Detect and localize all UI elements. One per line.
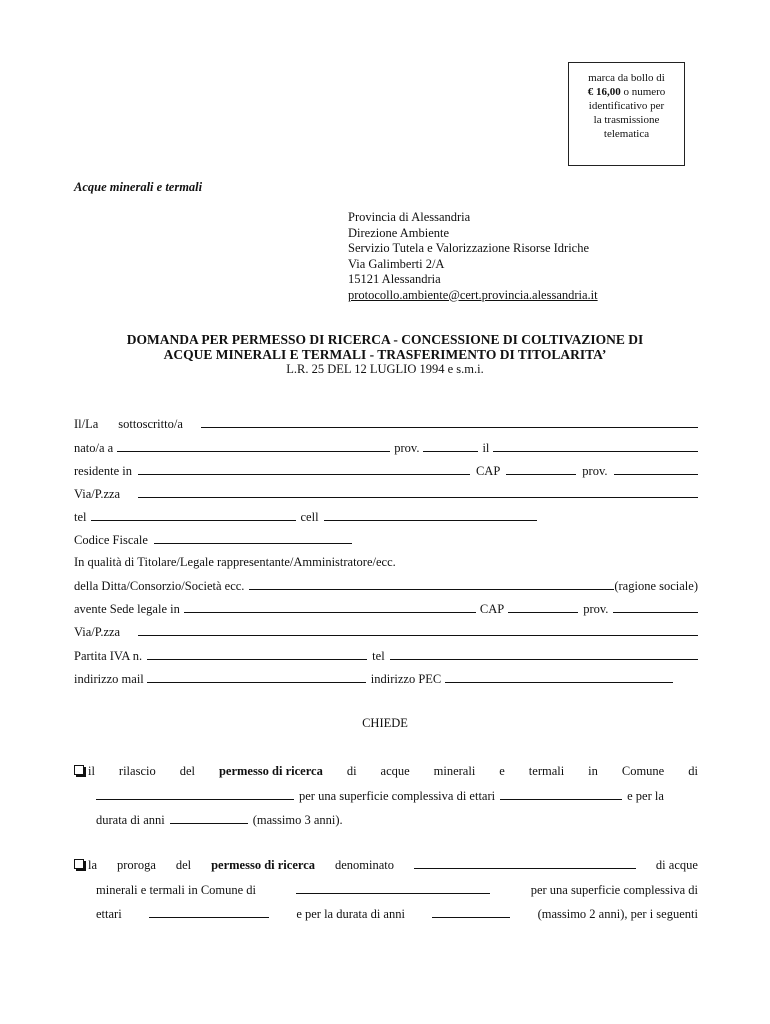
option1-word: di bbox=[346, 764, 357, 778]
option1-word: acque bbox=[380, 764, 410, 778]
tax-code-field[interactable] bbox=[154, 532, 352, 544]
label-prov: prov. bbox=[394, 441, 420, 455]
option1-ettari-field[interactable] bbox=[500, 788, 622, 800]
law-reference: L.R. 25 DEL 12 LUGLIO 1994 e s.m.i. bbox=[286, 362, 484, 376]
label-cap: CAP bbox=[475, 464, 501, 478]
name-field[interactable] bbox=[201, 416, 698, 428]
vat-field[interactable] bbox=[147, 648, 367, 660]
addressee-line: 15121 Alessandria bbox=[348, 272, 441, 286]
label-via: Via/P.zza bbox=[74, 625, 121, 639]
label-tel: tel bbox=[74, 510, 87, 524]
option1-permesso: permesso di ricerca bbox=[218, 764, 323, 778]
row-vat bbox=[74, 648, 698, 664]
option1-word: del bbox=[179, 764, 195, 778]
option2-comune-field[interactable] bbox=[296, 882, 490, 894]
stamp-line: o numero bbox=[620, 86, 666, 98]
document-title: DOMANDA PER PERMESSO DI RICERCA - CONCESSIONE DI COLTIVAZIONE DI bbox=[126, 332, 644, 347]
option2-word: di acque bbox=[655, 858, 698, 872]
row-signatory bbox=[74, 416, 698, 432]
option1-comune-field[interactable] bbox=[96, 788, 294, 800]
row-role bbox=[74, 555, 698, 570]
stamp-line: telematica bbox=[603, 128, 650, 140]
option1-word: rilascio bbox=[118, 764, 156, 778]
label-ditta: della Ditta/Consorzio/Società ecc. bbox=[74, 579, 245, 593]
option1-word: di bbox=[688, 764, 698, 778]
addressee-block bbox=[348, 210, 598, 303]
pec-field[interactable] bbox=[445, 671, 673, 683]
option1-anni-field[interactable] bbox=[170, 812, 248, 824]
option2-text: ettari bbox=[96, 907, 122, 921]
label-pec: indirizzo PEC bbox=[370, 672, 442, 686]
option2-text: per una superficie complessiva di bbox=[530, 883, 698, 897]
residence-field[interactable] bbox=[138, 463, 470, 475]
option2-name-field[interactable] bbox=[414, 857, 636, 869]
option1-text: (massimo 3 anni). bbox=[252, 813, 343, 827]
row-office-street bbox=[74, 624, 698, 640]
option1-text: per una superficie complessiva di ettari bbox=[299, 789, 496, 803]
label-partita-iva: Partita IVA n. bbox=[74, 649, 143, 663]
option1-text: durata di anni bbox=[96, 813, 165, 827]
row-street bbox=[74, 486, 698, 502]
addressee-line: Servizio Tutela e Valorizzazione Risorse Idriche bbox=[348, 241, 590, 255]
label-prov: prov. bbox=[583, 602, 609, 616]
addressee-line: Provincia di Alessandria bbox=[348, 210, 471, 224]
mobile-field[interactable] bbox=[324, 509, 537, 521]
document-title-line2: ACQUE MINERALI E TERMALI - TRASFERIMENTO DI TITOLARITA’ bbox=[163, 347, 607, 362]
option2-permesso: permesso di ricerca bbox=[211, 858, 315, 872]
row-birth bbox=[74, 440, 698, 456]
birthplace-field[interactable] bbox=[117, 440, 390, 452]
request-heading: CHIEDE bbox=[362, 716, 408, 730]
email-field[interactable] bbox=[147, 671, 366, 683]
option2-word: la bbox=[88, 858, 98, 872]
option1-word: Comune bbox=[621, 764, 665, 778]
label-residente: residente in bbox=[74, 464, 132, 478]
label-il-la: Il/La bbox=[74, 417, 99, 431]
option1-text: e per la bbox=[627, 789, 664, 803]
option2-text: minerali e termali in Comune di bbox=[96, 883, 257, 897]
label-codice-fiscale: Codice Fiscale bbox=[74, 533, 148, 547]
label-ragione-sociale: (ragione sociale) bbox=[614, 579, 698, 593]
option2-text: e per la durata di anni bbox=[296, 907, 405, 921]
company-phone-field[interactable] bbox=[390, 648, 698, 660]
residence-province-field[interactable] bbox=[614, 463, 698, 475]
option2-word: proroga bbox=[117, 858, 156, 872]
row-company bbox=[74, 578, 698, 594]
option1-word: termali bbox=[528, 764, 565, 778]
option2-text: (massimo 2 anni), per i seguenti bbox=[537, 907, 698, 921]
row-phone bbox=[74, 509, 698, 525]
label-tel: tel bbox=[372, 649, 385, 663]
label-prov: prov. bbox=[582, 464, 608, 478]
label-mail: indirizzo mail bbox=[74, 672, 144, 686]
label-sottoscritto: sottoscritto/a bbox=[118, 417, 183, 431]
option2-word: del bbox=[175, 858, 192, 872]
option1-word: il bbox=[88, 764, 95, 778]
label-cap: CAP bbox=[479, 602, 505, 616]
pec-email-link[interactable]: protocollo.ambiente@cert.provincia.alessandria.it bbox=[348, 287, 598, 302]
option1-word: e bbox=[499, 764, 505, 778]
stamp-line: identificativo per bbox=[588, 100, 665, 112]
option1-word: minerali bbox=[433, 764, 476, 778]
stamp-line: marca da bollo di bbox=[588, 72, 665, 84]
addressee-line: Via Galimberti 2/A bbox=[348, 256, 445, 271]
option2-anni-field[interactable] bbox=[432, 906, 510, 918]
birth-province-field[interactable] bbox=[423, 440, 478, 452]
revenue-stamp-box bbox=[568, 62, 685, 166]
addressee-line: Direzione Ambiente bbox=[348, 225, 450, 240]
stamp-line: la trasmissione bbox=[593, 114, 660, 126]
row-residence bbox=[74, 463, 698, 479]
option2-word: denominato bbox=[334, 858, 394, 872]
birthdate-field[interactable] bbox=[493, 440, 698, 452]
checkbox-rilascio[interactable] bbox=[74, 765, 84, 775]
label-qualita: In qualità di Titolare/Legale rappresentante/Amministratore/ecc. bbox=[74, 555, 396, 569]
label-nato: nato/a a bbox=[74, 441, 114, 455]
row-email bbox=[74, 671, 698, 687]
label-il: il bbox=[482, 441, 490, 455]
office-street-field[interactable] bbox=[138, 624, 698, 636]
phone-field[interactable] bbox=[91, 509, 296, 521]
office-cap-field[interactable] bbox=[508, 601, 578, 613]
residence-cap-field[interactable] bbox=[506, 463, 576, 475]
office-province-field[interactable] bbox=[613, 601, 698, 613]
company-name-field[interactable] bbox=[249, 578, 614, 590]
label-sede: avente Sede legale in bbox=[74, 602, 180, 616]
option2-ettari-field[interactable] bbox=[149, 906, 269, 918]
label-via: Via/P.zza bbox=[74, 487, 121, 501]
stamp-amount: € 16,00 bbox=[587, 86, 621, 98]
office-city-field[interactable] bbox=[184, 601, 476, 613]
option1-word: in bbox=[588, 764, 598, 778]
document-category: Acque minerali e termali bbox=[74, 180, 203, 194]
checkbox-proroga[interactable] bbox=[74, 859, 84, 869]
label-cell: cell bbox=[300, 510, 319, 524]
street-field[interactable] bbox=[138, 486, 698, 498]
row-tax-code bbox=[74, 532, 698, 548]
row-registered-office bbox=[74, 601, 698, 617]
